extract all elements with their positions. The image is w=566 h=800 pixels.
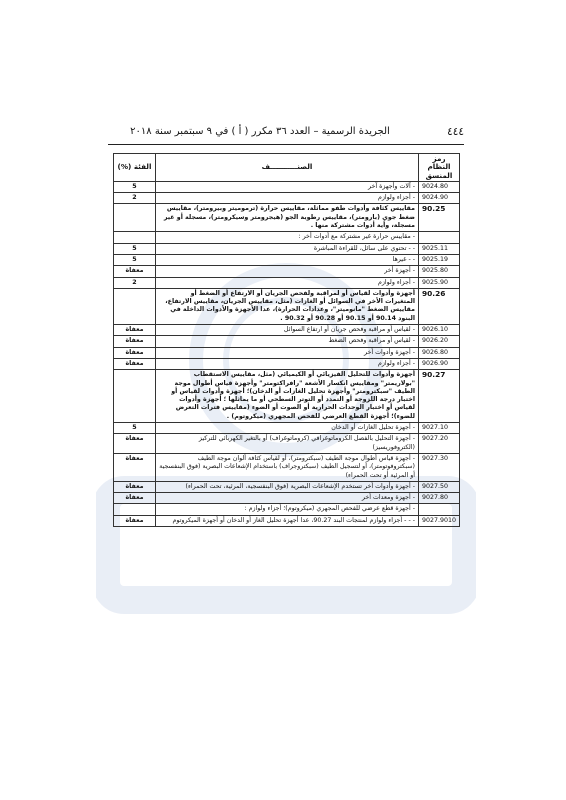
cell-rate: معفاة — [114, 358, 156, 369]
table-row — [114, 493, 460, 504]
table-row — [114, 232, 460, 243]
table-row — [114, 423, 460, 434]
cell-desc: - أجهزة قطع عرضي للفحص المجهري (ميكروتوم)؛ أجزاء ولوازم : — [156, 504, 419, 515]
cell-rate — [114, 232, 156, 243]
cell-rate: معفاة — [114, 266, 156, 277]
cell-code: 9025.19 — [419, 254, 460, 265]
cell-rate: 5 — [114, 243, 156, 254]
cell-desc: - أجزاء ولوازم — [156, 358, 419, 369]
cell-code: 9026.10 — [419, 325, 460, 336]
cell-code: 9027.30 — [419, 453, 460, 481]
cell-rate: معفاة — [114, 434, 156, 454]
cell-rate — [114, 504, 156, 515]
table-row — [114, 243, 460, 254]
cell-desc: - - غيرها — [156, 254, 419, 265]
table-row — [114, 325, 460, 336]
cell-rate: 5 — [114, 423, 156, 434]
table-row — [114, 254, 460, 265]
cell-desc: - أجهزة أخر — [156, 266, 419, 277]
cell-code: 9026.90 — [419, 358, 460, 369]
cell-desc: - مقاييس حرارة غير مشتركة مع أدوات أخر : — [156, 232, 419, 243]
cell-desc: - أجهزة قياس أطوال موجة الطيف (سبكترومتر)، أو لقياس كثافة ألوان موجة الطيف (سبكتروفوتومتر)، أو لتسجيل الطيف (سبكتروجراف) باستخدام الإشعاعات البصرية (فوق البنفسجية أو المرئية أو تحت الحمراء) — [156, 453, 419, 481]
cell-desc: - أجزاء ولوازم — [156, 193, 419, 204]
cell-code: 90.26 — [419, 288, 460, 324]
table-row — [114, 181, 460, 192]
cell-rate: 5 — [114, 254, 156, 265]
table-row — [114, 347, 460, 358]
cell-desc: - لقياس أو مراقبة وفحص الضغط — [156, 336, 419, 347]
cell-code: 9024.90 — [419, 193, 460, 204]
cell-rate: 2 — [114, 277, 156, 288]
cell-code: 9026.20 — [419, 336, 460, 347]
heading-row — [114, 288, 460, 324]
cell-rate: معفاة — [114, 493, 156, 504]
cell-code: 90.27 — [419, 370, 460, 423]
header-code: رمز النظام المنسق — [419, 154, 460, 182]
header-desc: الصنـــــــــــف — [156, 154, 419, 182]
cell-rate — [114, 288, 156, 324]
cell-code: 9024.80 — [419, 181, 460, 192]
cell-code: 9027.50 — [419, 481, 460, 492]
cell-desc: - أجهزة التحليل بالفصل الكروماتوغرافي (كروماتوغراف) أو بالتغير الكهربائي للتركيز (الكتروفوريسيز) — [156, 434, 419, 454]
cell-rate — [114, 370, 156, 423]
cell-code: 90.25 — [419, 204, 460, 232]
table-header-row — [114, 154, 460, 182]
table-row — [114, 453, 460, 481]
table-row — [114, 504, 460, 515]
cell-desc: - أجهزة وأدوات أخر — [156, 347, 419, 358]
cell-rate: معفاة — [114, 347, 156, 358]
cell-desc: مقاييس كثافة وأدوات طفو مماثلة، مقاييس حرارة (ترموميتر وبيرومتر)، مقاييس ضغط جوي (بارومتر)، مقاييس رطوبة الجو (هيجرومتر وسيكرومتر)، مسجلة أو غير مسجلة، وأية أدوات مشتركة منها . — [156, 204, 419, 232]
table-body — [114, 181, 460, 526]
cell-code: 9027.20 — [419, 434, 460, 454]
cell-rate: معفاة — [114, 325, 156, 336]
cell-desc: - أجهزة وأدوات أخر تستخدم الإشعاعات البصرية (فوق البنفسجية، المرئية، تحت الحمراء) — [156, 481, 419, 492]
cell-desc: - لقياس أو مراقبة وفحص جريان أو ارتفاع السوائل — [156, 325, 419, 336]
table-row — [114, 481, 460, 492]
cell-rate: معفاة — [114, 481, 156, 492]
cell-code — [419, 504, 460, 515]
cell-rate: 5 — [114, 181, 156, 192]
cell-desc: - - - أجزاء ولوازم لمنتجات البند 90.27، عدا أجهزة تحليل الغاز أو الدخان أو أجهزة الميكروتوم — [156, 515, 419, 526]
header-rate: الفئة (%) — [114, 154, 156, 182]
cell-rate: 2 — [114, 193, 156, 204]
cell-rate: معفاة — [114, 336, 156, 347]
table-row — [114, 434, 460, 454]
cell-desc: - آلات وأجهزة آخر — [156, 181, 419, 192]
tariff-table — [113, 153, 460, 527]
heading-row — [114, 204, 460, 232]
table-row — [114, 266, 460, 277]
cell-code: 9025.90 — [419, 277, 460, 288]
cell-desc: أجهزة وأدوات للتحليل الفيزيائي أو الكيميائي (مثل، مقاييس الاستقطاب "بولاريمتر" ومقاييس انكسار الأشعة "رافراكتومتر" وأجهزة قياس أطوال موجة الطيف "سبكترومتر" وأجهزة تحليل الغازات أو الدخان)؛ أجهزة وأدوات لقياس أو اختبار درجة اللزوجة أو التمدد أو التوتر السطحي أو ما يماثلها ؛ أجهزة وأدوات لقياس أو اختبار الوحدات الحرارية أو الصوت أو الضوء (مقاييس فترات التعرض للضوء)؛ أجهزة القطع العرضي للفحص المجهري (ميكروتوم) . — [156, 370, 419, 423]
cell-desc: أجهزة وأدوات لقياس أو لمراقبة ولفحص الجريان أو الارتفاع أو الضغط أو المتغيرات الأخر في السوائل أو الغازات (مثل، مقاييس الجريان، مقاييس الارتفاع، مقاييس الضغط "مانوميتر"، وعدادات الحرارة)، عدا الأجهزة والأدوات الداخلة في البنود 90.14 أو 90.15 أو 90.28 أو 90.32 . — [156, 288, 419, 324]
cell-rate — [114, 204, 156, 232]
table-row — [114, 336, 460, 347]
cell-desc: - أجهزة ومعدات أخر — [156, 493, 419, 504]
table-row — [114, 515, 460, 526]
page-header — [108, 126, 464, 145]
heading-row — [114, 370, 460, 423]
cell-code: 9026.80 — [419, 347, 460, 358]
cell-code: 9027.80 — [419, 493, 460, 504]
table-row — [114, 358, 460, 369]
table-row — [114, 277, 460, 288]
cell-code — [419, 232, 460, 243]
cell-rate: معفاة — [114, 515, 156, 526]
cell-desc: - أجهزة تحليل الغازات أو الدخان — [156, 423, 419, 434]
cell-code: 9027.10 — [419, 423, 460, 434]
gazette-title: الجريدة الرسمية – العدد ٣٦ مكرر ( أ ) في ٩ سبتمبر سنة ٢٠١٨ — [130, 126, 390, 137]
cell-rate: معفاة — [114, 453, 156, 481]
cell-code: 9027.9010 — [419, 515, 460, 526]
cell-desc: - أجزاء ولوازم — [156, 277, 419, 288]
page-number: ٤٤٤ — [447, 126, 464, 138]
cell-code: 9025.80 — [419, 266, 460, 277]
cell-desc: - - تحتوي على سائل، للقراءة المباشرة — [156, 243, 419, 254]
cell-code: 9025.11 — [419, 243, 460, 254]
table-row — [114, 193, 460, 204]
